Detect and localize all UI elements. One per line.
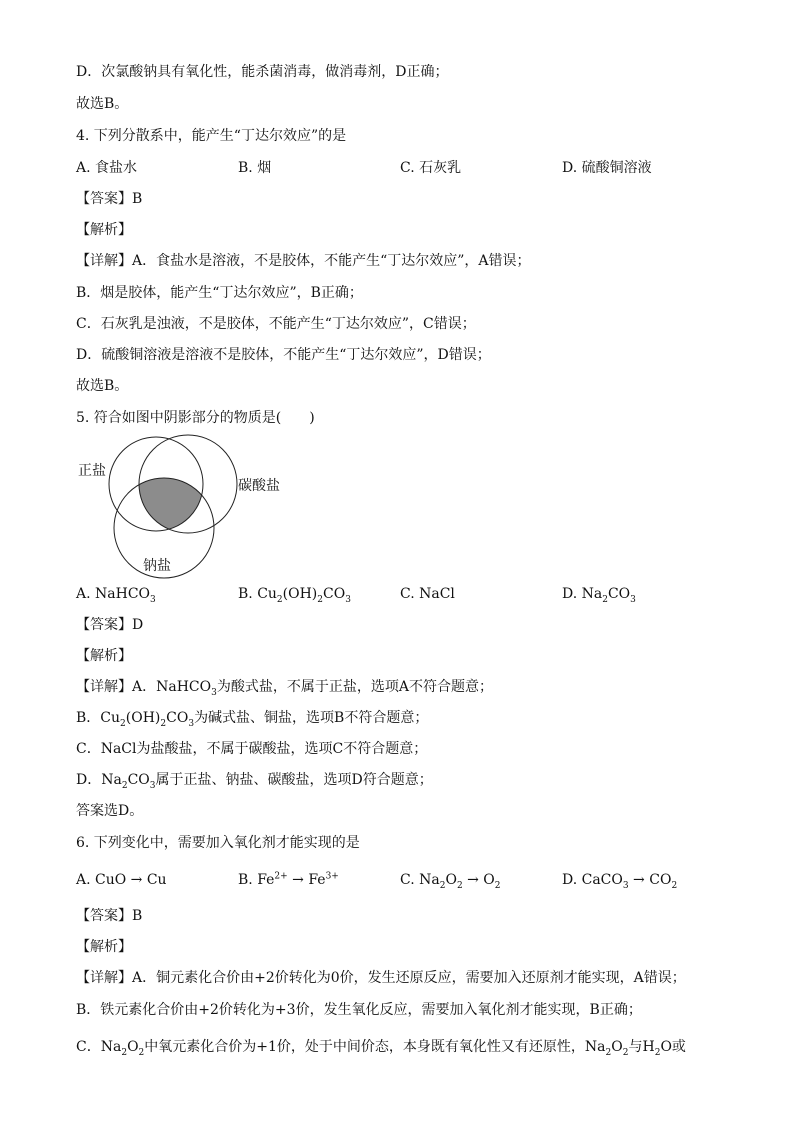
answer-value: B <box>132 191 143 207</box>
formula-text: Na <box>584 1039 606 1055</box>
formula-sub: 2 <box>602 594 608 605</box>
formula-sub: 3 <box>622 880 629 891</box>
q4-detail-d: D．硫酸铜溶液是溶液不是胶体，不能产生“丁达尔效应”，D错误； <box>76 347 491 363</box>
formula-text: (OH) <box>282 586 318 602</box>
q6-analysis-tag: 【解析】 <box>76 939 132 955</box>
detail-tag: 【详解】 <box>76 970 132 986</box>
formula-text: D. Na <box>562 586 603 602</box>
q4-stem: 4. 下列分散系中，能产生“丁达尔效应”的是 <box>76 128 347 144</box>
q6-detail-c <box>76 1038 686 1056</box>
venn-label-zhengyan: 正盐 <box>78 463 106 479</box>
answer-tag: 【答案】 <box>76 908 132 924</box>
q5-detail-a <box>76 678 493 696</box>
detail-text: 与 <box>628 1039 643 1055</box>
formula-sub: 2 <box>317 594 324 605</box>
q5-detail-c: C．NaCl为盐酸盐，不属于碳酸盐，选项C不符合题意； <box>76 741 428 757</box>
q6-stem: 6. 下列变化中，需要加入氧化剂才能实现的是 <box>76 835 360 851</box>
q4-option-c: C. 石灰乳 <box>400 160 462 176</box>
q6-detail-a <box>76 969 686 987</box>
q4-detail-c: C．石灰乳是浊液，不是胶体，不能产生“丁达尔效应”，C错误； <box>76 316 476 332</box>
formula-text: H <box>642 1039 655 1055</box>
formula-text: → O <box>462 872 495 888</box>
detail-text: A．食盐水是溶液，不是胶体，不能产生“丁达尔效应”，A错误； <box>132 253 531 269</box>
answer-value: D <box>132 617 144 633</box>
detail-text: CO <box>127 772 150 788</box>
formula-text: C. Na <box>400 872 440 888</box>
q6-option-a: A. CuO → Cu <box>76 872 167 888</box>
formula-sup: 2+ <box>274 871 288 882</box>
q6-option-b <box>238 871 339 889</box>
formula-sub: 3 <box>345 594 351 605</box>
q6-option-c <box>400 871 501 889</box>
formula-text: → CO <box>628 872 672 888</box>
formula-sub: 2 <box>622 1047 629 1058</box>
q5-detail-d <box>76 771 433 789</box>
formula-sub: 2 <box>121 1047 128 1058</box>
detail-tag: 【详解】 <box>76 679 132 695</box>
venn-label-tansuanyan: 碳酸盐 <box>238 478 280 494</box>
detail-text: 属于正盐、钠盐、碳酸盐，选项D符合题意； <box>155 772 433 788</box>
q4-answer-line <box>76 190 142 208</box>
q4-option-d: D. 硫酸铜溶液 <box>562 160 652 176</box>
formula-sub: 2 <box>494 880 501 891</box>
detail-text: A．NaHCO <box>132 679 212 695</box>
q6-option-d <box>562 871 677 889</box>
q5-option-b <box>238 585 351 603</box>
detail-text: B．Cu <box>76 710 121 726</box>
formula-text: CO <box>323 586 346 602</box>
detail-text: D．Na <box>76 772 122 788</box>
formula-sub: 2 <box>456 880 463 891</box>
q5-answer-line <box>76 616 143 634</box>
answer-value: B <box>132 908 143 924</box>
formula-text: O <box>611 1039 623 1055</box>
detail-text: 为酸式盐，不属于正盐，选项A不符合题意； <box>216 679 493 695</box>
detail-tag: 【详解】 <box>76 253 132 269</box>
q4-conclusion: 故选B。 <box>76 378 129 394</box>
q5-stem: 5. 符合如图中阴影部分的物质是( ) <box>76 410 315 426</box>
formula-sup: 3+ <box>325 871 339 882</box>
formula-sub: 2 <box>121 780 128 791</box>
formula-sub: 2 <box>439 880 446 891</box>
formula-text: O <box>445 872 457 888</box>
detail-text: CO <box>166 710 189 726</box>
q3-option-d-explanation: D．次氯酸钠具有氧化性，能杀菌消毒，做消毒剂，D正确； <box>76 64 449 80</box>
answer-tag: 【答案】 <box>76 617 132 633</box>
formula-text: Na <box>100 1039 122 1055</box>
detail-text: A．铜元素化合价由+2价转化为0价，发生还原反应，需要加入还原剂才能实现，A错误； <box>132 970 686 986</box>
q6-answer-line <box>76 907 142 925</box>
venn-label-nayan: 钠盐 <box>143 558 171 574</box>
formula-text: A. NaHCO <box>76 586 151 602</box>
q4-detail-a <box>76 252 531 270</box>
formula-sub: 3 <box>150 594 156 605</box>
formula-text: D. CaCO <box>562 872 623 888</box>
q4-option-a: A. 食盐水 <box>76 160 138 176</box>
q4-analysis-tag: 【解析】 <box>76 222 132 238</box>
formula-sub: 2 <box>654 1047 661 1058</box>
formula-text: → Fe <box>287 872 326 888</box>
formula-sub: 3 <box>149 780 156 791</box>
detail-text: (OH) <box>125 710 161 726</box>
formula-text: B. Cu <box>238 586 277 602</box>
q5-conclusion: 答案选D。 <box>76 803 144 819</box>
formula-text: B. Fe <box>238 872 275 888</box>
formula-sub: 2 <box>160 718 167 729</box>
formula-sub: 2 <box>671 880 678 891</box>
formula-sub: 2 <box>276 594 283 605</box>
detail-text: 为碱式盐、铜盐，选项B不符合题意； <box>194 710 429 726</box>
detail-text: O或 <box>660 1039 686 1055</box>
venn-diagram <box>70 432 290 580</box>
q4-detail-b: B．烟是胶体，能产生“丁达尔效应”，B正确； <box>76 285 363 301</box>
formula-text: O <box>127 1039 139 1055</box>
formula-sub: 2 <box>120 718 126 729</box>
detail-text: 中氧元素化合价为+1价，处于中间价态，本身既有氧化性又有还原性， <box>144 1039 585 1055</box>
q5-option-a <box>76 585 156 603</box>
detail-text: C． <box>76 1039 101 1055</box>
q5-option-c: C. NaCl <box>400 586 455 602</box>
formula-text: CO <box>607 586 631 602</box>
formula-sub: 2 <box>605 1047 612 1058</box>
formula-sub: 3 <box>188 718 195 729</box>
q4-option-b: B. 烟 <box>238 160 272 176</box>
answer-tag: 【答案】 <box>76 191 132 207</box>
q3-conclusion: 故选B。 <box>76 96 129 112</box>
formula-sub: 3 <box>630 594 636 605</box>
formula-sub: 3 <box>211 687 217 698</box>
q5-analysis-tag: 【解析】 <box>76 648 132 664</box>
q5-option-d <box>562 585 636 603</box>
q5-detail-b <box>76 709 428 727</box>
q6-detail-b: B．铁元素化合价由+2价转化为+3价，发生氧化反应，需要加入氧化剂才能实现，B正确； <box>76 1002 642 1018</box>
formula-sub: 2 <box>138 1047 145 1058</box>
